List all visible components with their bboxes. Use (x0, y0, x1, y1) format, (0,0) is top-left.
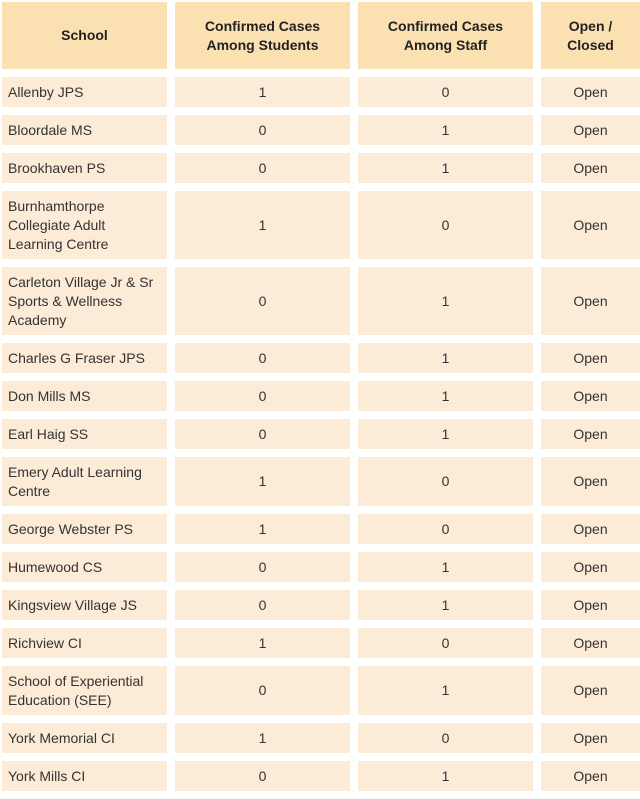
staff-cases-cell: 0 (358, 514, 533, 544)
student-cases-cell: 1 (175, 628, 350, 658)
school-name-cell: Kingsview Village JS (2, 590, 167, 620)
table-header-row (2, 2, 640, 69)
staff-cases-cell: 1 (358, 267, 533, 335)
student-cases-cell: 1 (175, 191, 350, 259)
staff-cases-cell: 0 (358, 628, 533, 658)
staff-cases-cell: 1 (358, 666, 533, 715)
table-body (2, 77, 640, 791)
school-name-cell: Don Mills MS (2, 381, 167, 411)
status-cell: Open (541, 666, 640, 715)
staff-cases-cell: 1 (358, 381, 533, 411)
table-row (2, 666, 640, 715)
student-cases-cell: 0 (175, 153, 350, 183)
school-name-cell: Allenby JPS (2, 77, 167, 107)
school-name-cell: Bloordale MS (2, 115, 167, 145)
status-cell: Open (541, 419, 640, 449)
student-cases-cell: 0 (175, 761, 350, 791)
student-cases-cell: 0 (175, 267, 350, 335)
table-row (2, 153, 640, 183)
student-cases-cell: 1 (175, 77, 350, 107)
status-cell: Open (541, 628, 640, 658)
table-row (2, 628, 640, 658)
student-cases-cell: 0 (175, 419, 350, 449)
header-school: School (2, 2, 167, 69)
school-name-cell: York Mills CI (2, 761, 167, 791)
staff-cases-cell: 1 (358, 153, 533, 183)
student-cases-cell: 0 (175, 343, 350, 373)
table-row (2, 381, 640, 411)
student-cases-cell: 0 (175, 381, 350, 411)
student-cases-cell: 1 (175, 457, 350, 506)
staff-cases-cell: 0 (358, 457, 533, 506)
status-cell: Open (541, 115, 640, 145)
school-name-cell: Richview CI (2, 628, 167, 658)
student-cases-cell: 0 (175, 115, 350, 145)
status-cell: Open (541, 457, 640, 506)
school-name-cell: York Memorial CI (2, 723, 167, 753)
table-row (2, 552, 640, 582)
staff-cases-cell: 1 (358, 343, 533, 373)
staff-cases-cell: 1 (358, 552, 533, 582)
status-cell: Open (541, 381, 640, 411)
table-row (2, 590, 640, 620)
table-row (2, 267, 640, 335)
staff-cases-cell: 1 (358, 590, 533, 620)
staff-cases-cell: 0 (358, 191, 533, 259)
status-cell: Open (541, 723, 640, 753)
header-students: Confirmed Cases Among Students (175, 2, 350, 69)
table-row (2, 514, 640, 544)
student-cases-cell: 1 (175, 723, 350, 753)
student-cases-cell: 0 (175, 590, 350, 620)
table-row (2, 115, 640, 145)
header-status: Open / Closed (541, 2, 640, 69)
table-row (2, 77, 640, 107)
student-cases-cell: 0 (175, 666, 350, 715)
table-row (2, 191, 640, 259)
school-name-cell: Burnhamthorpe Collegiate Adult Learning Centre (2, 191, 167, 259)
school-name-cell: Charles G Fraser JPS (2, 343, 167, 373)
status-cell: Open (541, 761, 640, 791)
school-name-cell: Emery Adult Learning Centre (2, 457, 167, 506)
staff-cases-cell: 0 (358, 77, 533, 107)
status-cell: Open (541, 267, 640, 335)
table-row (2, 761, 640, 791)
header-staff: Confirmed Cases Among Staff (358, 2, 533, 69)
staff-cases-cell: 1 (358, 115, 533, 145)
table-row (2, 343, 640, 373)
status-cell: Open (541, 343, 640, 373)
school-name-cell: School of Experiential Education (SEE) (2, 666, 167, 715)
status-cell: Open (541, 77, 640, 107)
school-name-cell: Brookhaven PS (2, 153, 167, 183)
school-name-cell: Earl Haig SS (2, 419, 167, 449)
staff-cases-cell: 1 (358, 761, 533, 791)
school-name-cell: Humewood CS (2, 552, 167, 582)
school-name-cell: George Webster PS (2, 514, 167, 544)
status-cell: Open (541, 191, 640, 259)
staff-cases-cell: 1 (358, 419, 533, 449)
school-name-cell: Carleton Village Jr & Sr Sports & Wellness Academy (2, 267, 167, 335)
table-row (2, 723, 640, 753)
student-cases-cell: 1 (175, 514, 350, 544)
table-row (2, 457, 640, 506)
status-cell: Open (541, 552, 640, 582)
staff-cases-cell: 0 (358, 723, 533, 753)
status-cell: Open (541, 514, 640, 544)
status-cell: Open (541, 590, 640, 620)
status-cell: Open (541, 153, 640, 183)
table-row (2, 419, 640, 449)
student-cases-cell: 0 (175, 552, 350, 582)
